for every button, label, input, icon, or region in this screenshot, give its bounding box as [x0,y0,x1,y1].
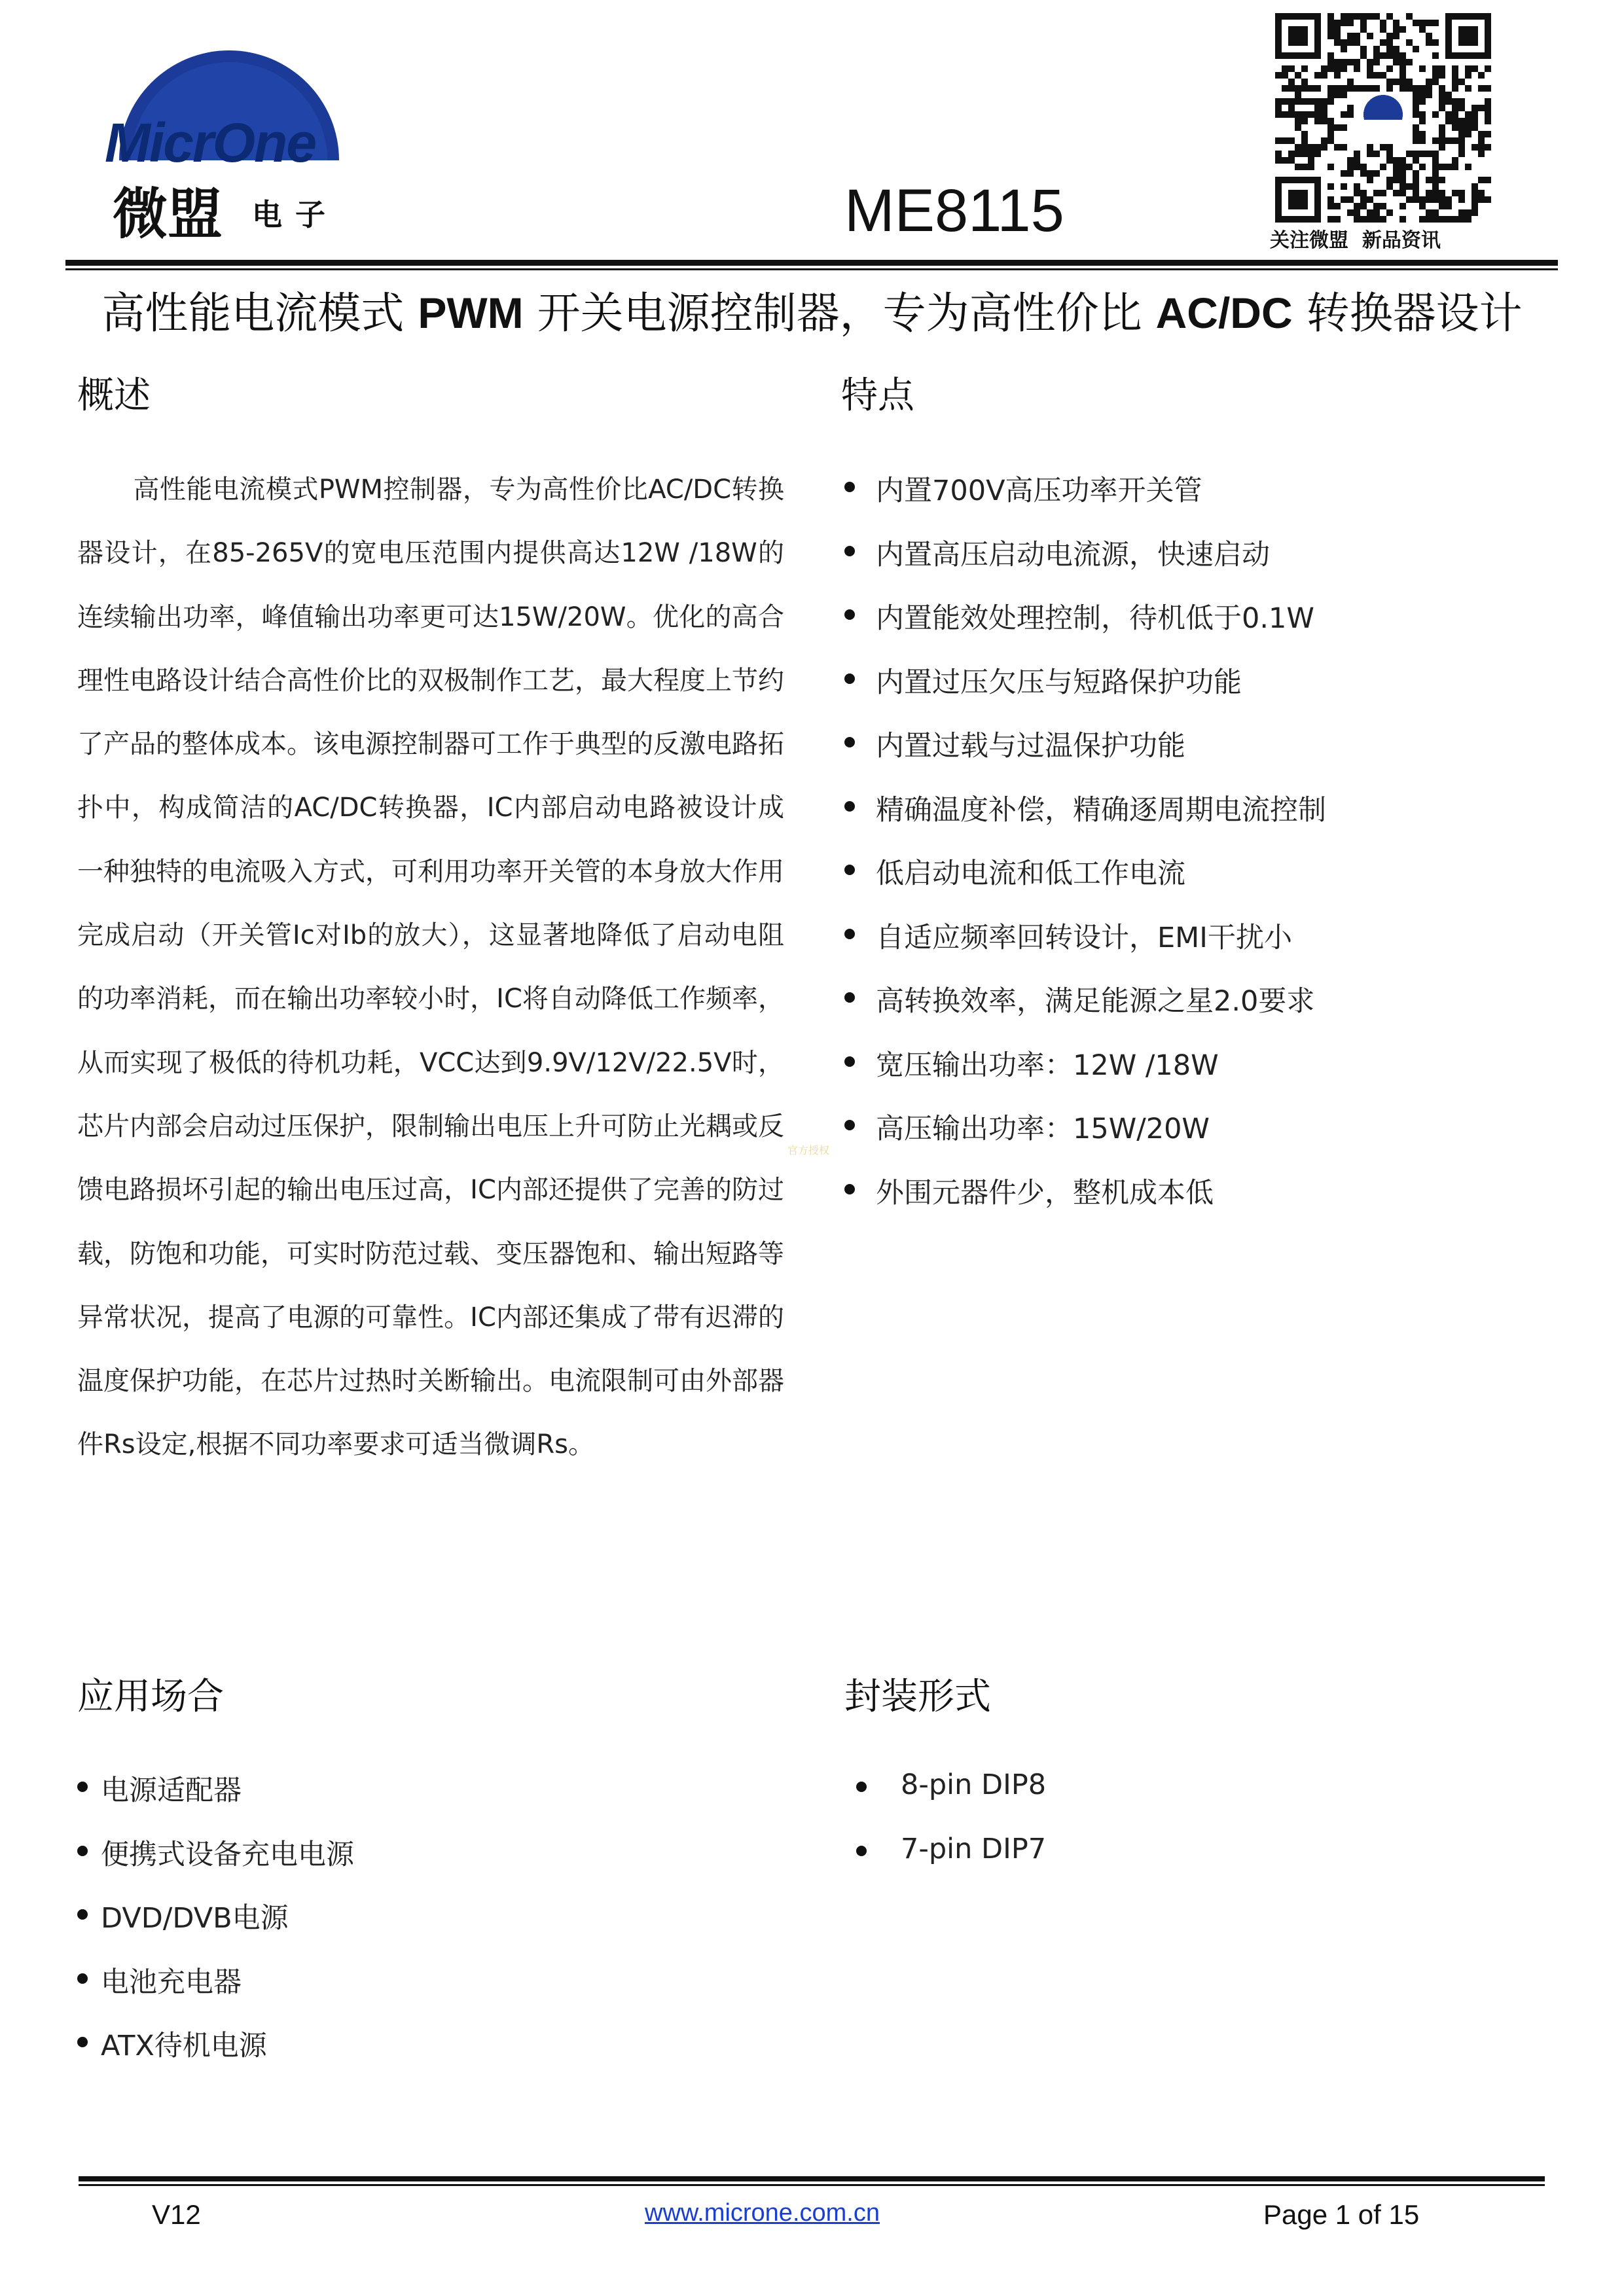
bullet-icon [844,1056,855,1067]
footer-version: V12 [152,2199,201,2230]
feature-item-text: 内置高压启动电流源，快速启动 [876,538,1270,571]
feature-item-text: 内置能效处理控制，待机低于0.1W [876,602,1314,635]
overview-paragraph: 高性能电流模式PWM控制器，专为高性价比AC/DC转换器设计，在85-265V的宽电压范围内提供高达12W /18W的连续输出功率，峰值输出功率更可达15W/20W。优化的高合理性电路设计结合高性价比的双极制作工艺，最大程度上节约了产品的整体成本。该电源控制器可工作于典型的反激电路拓扑中，构成简洁的AC/DC转换器，IC内部启动电路被设计成一种独特的电流吸入方式，可利用功率开关管的本身放大作用完成启动（开关管Ic对Ib的放大），这显著地降低了启动电阻的功率消耗，而在输出功率较小时，IC将自动降低工作频率，从而实现了极低的待机功耗，VCC达到9.9V/12V/22.5V时，芯片内部会启动过压保护，限制输出电压上升可防止光耦或反馈电路损坏引起的输出电压过高，IC内部还提供了完善的防过载，防饱和功能，可实时防范过载、变压器饱和、输出短路等异常状况，提高了电源的可靠性。IC内部还集成了带有迟滞的温度保护功能，在芯片过热时关断输出。电流限制可由外部器件Rs设定,根据不同功率要求可适当微调Rs。 [77,475,784,1460]
feature-item-text: 精确温度补偿，精确逐周期电流控制 [876,793,1326,827]
bullet-icon [844,1120,855,1130]
footer-rule-thin [79,2184,1545,2186]
application-item-text: DVD/DVB电源 [101,1902,289,1935]
bullet-icon [844,865,855,875]
application-item-text: ATX待机电源 [101,2030,267,2062]
footer-page-number: Page 1 of 15 [1263,2199,1420,2230]
feature-item-text: 内置700V高压功率开关管 [876,475,1202,507]
applications-heading: 应用场合 [77,1676,224,1718]
logo-chinese-name: 微盟 [113,182,223,246]
application-item [77,2024,354,2088]
application-item [77,1896,354,1960]
application-item [77,1960,354,2024]
package-item [856,1768,1046,1833]
feature-item [844,533,1326,597]
feature-item [844,660,1326,725]
applications-list [77,1768,354,2088]
bullet-icon [844,929,855,939]
bullet-icon [844,609,855,620]
feature-item-text: 外围元器件少，整机成本低 [876,1176,1214,1210]
application-item-text: 电源适配器 [101,1774,242,1807]
footer-website-link[interactable]: www.microne.com.cn [645,2199,880,2227]
bullet-icon [77,1846,88,1856]
qr-caption: 关注微盟 新品资讯 [1270,229,1441,252]
feature-item [844,596,1326,660]
bullet-icon [844,482,855,492]
feature-item-text: 高压输出功率：15W/20W [876,1113,1210,1145]
bullet-icon [844,546,855,556]
feature-item [844,1107,1326,1171]
logo-wordmark: MicrOne [105,112,316,173]
bullet-icon [844,801,855,812]
feature-item [844,916,1326,980]
features-list [844,469,1326,1234]
bullet-icon [844,992,855,1003]
feature-item-text: 内置过载与过温保护功能 [876,730,1185,762]
features-heading: 特点 [841,374,914,417]
bullet-icon [844,673,855,684]
bullet-icon [844,1184,855,1194]
overview-heading: 概述 [77,374,151,417]
feature-item-text: 宽压输出功率：12W /18W [876,1049,1219,1082]
bullet-icon [77,2037,88,2047]
footer-rule-thick [79,2176,1545,2181]
application-item-text: 便携式设备充电电源 [101,1838,354,1871]
bullet-icon [77,1782,88,1792]
feature-item [844,1171,1326,1235]
feature-item [844,788,1326,852]
header-rule-thin [65,268,1558,270]
package-item [856,1833,1046,1897]
application-item [77,1833,354,1897]
header-rule-thick [65,260,1558,266]
packages-heading: 封装形式 [844,1676,991,1718]
feature-item [844,852,1326,916]
feature-item-text: 高转换效率，满足能源之星2.0要求 [876,985,1315,1018]
bullet-icon [856,1782,867,1792]
feature-item [844,979,1326,1043]
application-item [77,1768,354,1833]
document-title: 高性能电流模式 PWM 开关电源控制器，专为高性价比 AC/DC 转换器设计 [101,288,1523,338]
feature-item-text: 内置过压欠压与短路保护功能 [876,666,1242,699]
feature-item [844,1043,1326,1107]
bullet-icon [77,1909,88,1920]
product-name: ME8115 [844,177,1064,244]
bullet-icon [844,737,855,747]
application-item-text: 电池充电器 [101,1965,242,1999]
bullet-icon [77,1973,88,1984]
qr-code [1275,13,1491,223]
bullet-icon [856,1846,867,1856]
logo-chinese-suffix: 电子 [252,197,338,232]
feature-item [844,469,1326,533]
feature-item-text: 低启动电流和低工作电流 [876,857,1185,890]
watermark: 官方授权 [787,1144,830,1157]
package-item-text: 8-pin DIP8 [901,1768,1047,1801]
feature-item [844,724,1326,788]
feature-item-text: 自适应频率回转设计，EMI干扰小 [876,921,1292,954]
package-item-text: 7-pin DIP7 [901,1832,1047,1865]
packages-list [856,1768,1046,1896]
